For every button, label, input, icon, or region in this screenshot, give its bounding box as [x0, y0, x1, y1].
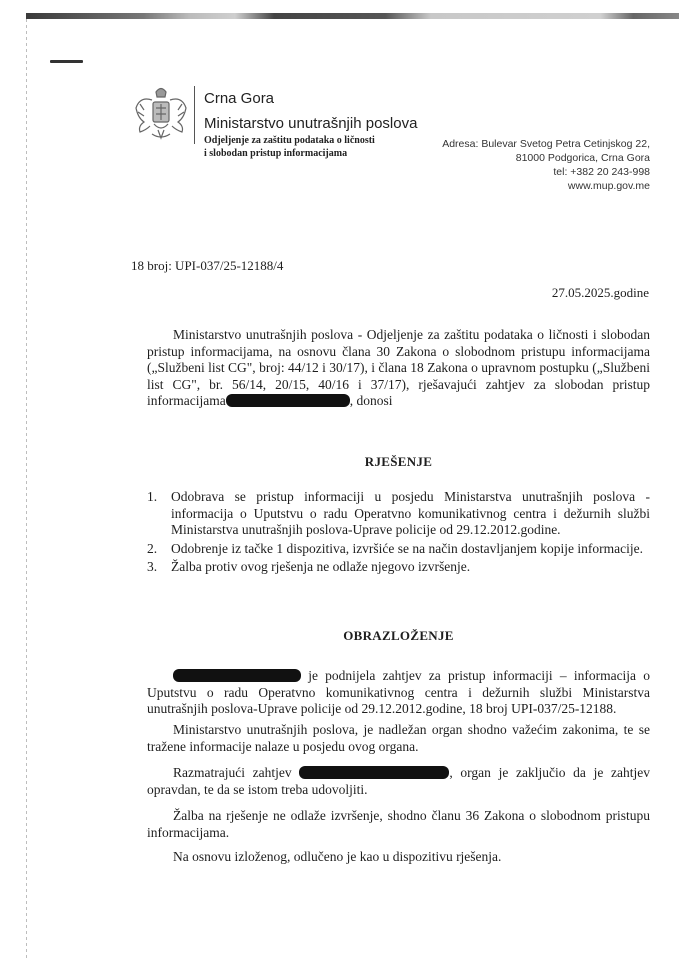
- address-phone: tel: +382 20 243-998: [553, 166, 650, 178]
- document-date: 27.05.2025.godine: [551, 285, 649, 300]
- redaction-block: [226, 394, 350, 407]
- scan-left-edge: [26, 19, 27, 959]
- ministry-name: Ministarstvo unutrašnjih poslova: [204, 115, 418, 132]
- reasoning-title: OBRAZLOŽENJE: [343, 628, 454, 643]
- reasoning-paragraph-1: [147, 668, 650, 718]
- letterhead-divider: [194, 86, 195, 144]
- item-number: 3.: [147, 559, 158, 574]
- item-text: Žalba protiv ovog rješenja ne odlaže njegovo izvršenje.: [171, 559, 471, 574]
- reasoning-text-2: Ministarstvo unutrašnjih poslova, je nadležan organ shodno važećim zakonima, te se tražene informacije nalaze u posjedu ovog organa.: [147, 722, 650, 754]
- reference-number: 18 broj: UPI-037/25-12188/4: [131, 258, 284, 273]
- decision-title: RJEŠENJE: [364, 454, 433, 469]
- reasoning-text-1: je podnijela zahtjev za pristup informaciji – informacija o Uputstvu o radu Operatvno komunikativnog centra i dežurnih službi Ministarstva unutrašnjih poslova-Uprave policije od 29.12.2012.godine, 18 broj UPI-037/25-12188.: [147, 668, 651, 716]
- address-street: Adresa: Bulevar Svetog Petra Cetinjskog 22,: [442, 138, 650, 150]
- department-line-2: i slobodan pristup informacijama: [204, 148, 348, 159]
- item-text: Odobrava se pristup informaciji u posjedu Ministarstva unutrašnjih poslova - informacija o Uputstvu o radu Operatvno komunikativnog centra i dežurnih službi Ministarstva unutrašnjih poslova-Uprave policije od 29.12.2012.godine.: [171, 489, 650, 537]
- address-block: [442, 137, 650, 193]
- reasoning-text-3b: , organ je zaključio da je zahtjev opravdan, te da se istom treba udovoljiti.: [147, 765, 650, 797]
- montenegro-coat-of-arms-icon: [132, 84, 190, 146]
- reasoning-text-5: Na osnovu izloženog, odlučeno je kao u dispozitivu rješenja.: [173, 849, 502, 864]
- department-line-1: Odjeljenje za zaštitu podataka o ličnosti: [204, 135, 375, 146]
- address-website: www.mup.gov.me: [567, 180, 650, 192]
- decision-item: [147, 541, 650, 558]
- scan-top-edge: [26, 13, 679, 19]
- reasoning-paragraph-5: [147, 849, 650, 866]
- item-text: Odobrenje iz tačke 1 dispozitiva, izvršiće se na način dostavljanjem kopije informacije.: [171, 540, 643, 556]
- reasoning-paragraph-2: [147, 722, 650, 755]
- decision-item: [147, 489, 650, 539]
- preamble: [147, 327, 650, 410]
- reasoning-paragraph-4: [147, 808, 650, 841]
- decision-item: [147, 559, 650, 576]
- redaction-block: [299, 766, 449, 779]
- redaction-block: [173, 669, 301, 682]
- reasoning-text-4: Žalba na rješenje ne odlaže izvršenje, shodno članu 36 Zakona o slobodnom pristupu informacijama.: [147, 808, 650, 840]
- reasoning-text-3a: Razmatrajući zahtjev: [173, 765, 292, 780]
- decision-items: [147, 489, 650, 578]
- item-number: 2.: [147, 540, 158, 556]
- reasoning-paragraph-3: [147, 765, 650, 798]
- country-name: Crna Gora: [204, 90, 275, 107]
- department-name: [204, 134, 417, 160]
- address-city: 81000 Podgorica, Crna Gora: [515, 152, 650, 164]
- preamble-ending: , donosi: [349, 393, 393, 408]
- item-number: 1.: [147, 489, 158, 504]
- preamble-text: Ministarstvo unutrašnjih poslova - Odjeljenje za zaštitu podataka o ličnosti i slobodan pristup informacijama, na osnovu člana 30 Zakona o slobodnom pristupu informacijama („Službeni list CG", broj: 44/12 i 30/17), i člana 18 Zakona o upravnom postupku („Službeni list CG", br. 56/14, 20/15, 40/16 i 37/17), rješavajući zahtjev za slobodan pristup informacijama: [147, 327, 650, 408]
- scan-mark: [50, 60, 83, 63]
